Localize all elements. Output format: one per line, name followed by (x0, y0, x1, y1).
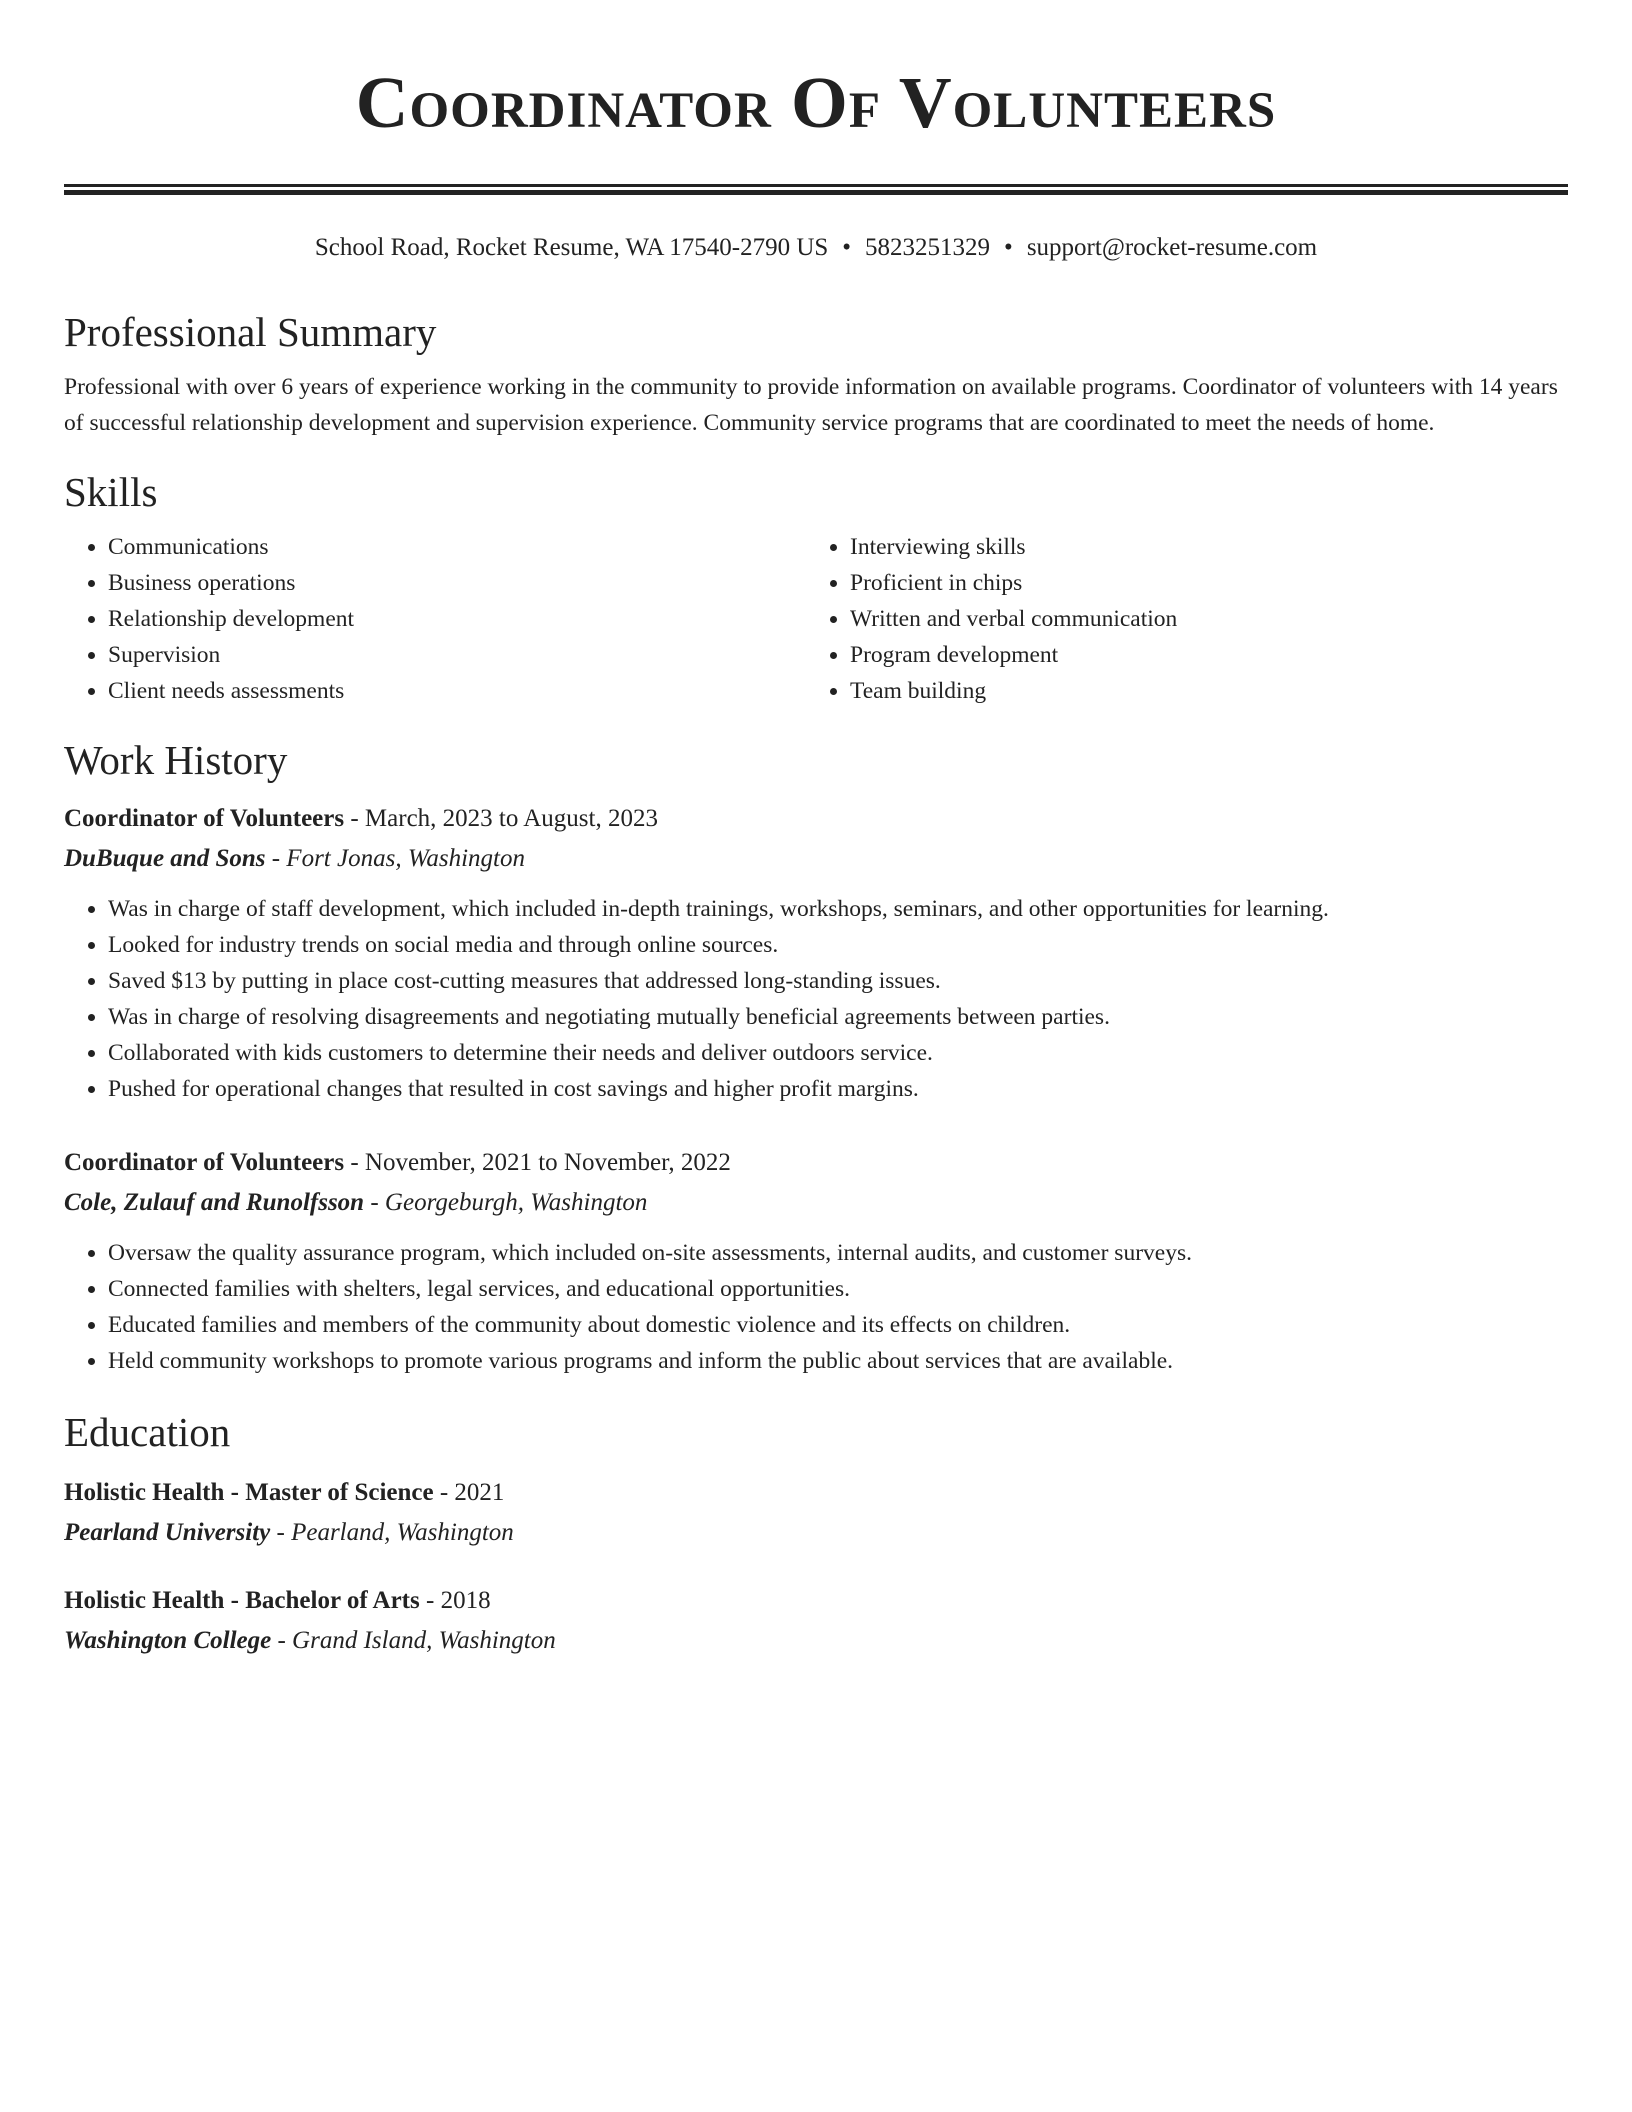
education-location: - Pearland, Washington (270, 1519, 514, 1546)
contact-address: School Road, Rocket Resume, WA 17540-2790 US (314, 234, 829, 261)
contact-separator-1: • (842, 234, 852, 261)
skill-item: • Team building (850, 673, 1548, 709)
job-title-line (64, 1143, 1568, 1183)
skill-item: • Communications (108, 529, 806, 565)
education-heading: Education (64, 1409, 231, 1455)
job-bullet: • Was in charge of resolving disagreements and negotiating mutually beneficial agreements between parties. (108, 999, 1568, 1035)
job-location: - Fort Jonas, Washington (265, 845, 525, 872)
education-degree-line (64, 1581, 1568, 1621)
job-entry (64, 799, 1568, 1107)
education-school: Washington College (64, 1627, 272, 1654)
education-degree: Holistic Health - Master of Science (64, 1479, 434, 1506)
skills-section (64, 467, 1568, 709)
job-bullet: • Educated families and members of the community about domestic violence and its effects on children. (108, 1307, 1568, 1343)
skill-item: • Proficient in chips (850, 565, 1548, 601)
job-dates: - March, 2023 to August, 2023 (344, 805, 658, 832)
education-year: - 2018 (419, 1587, 491, 1614)
summary-heading: Professional Summary (64, 309, 437, 355)
job-company: Cole, Zulauf and Runolfsson (64, 1189, 365, 1216)
job-bullet: • Oversaw the quality assurance program, which included on-site assessments, internal audits, and customer surveys. (108, 1235, 1568, 1271)
education-year: - 2021 (433, 1479, 505, 1506)
header-double-rule (64, 184, 1568, 195)
skills-left-list (64, 529, 806, 709)
job-bullet: • Pushed for operational changes that resulted in cost savings and higher profit margins. (108, 1071, 1568, 1107)
skill-item: • Supervision (108, 637, 806, 673)
job-location: - Georgeburgh, Washington (364, 1189, 648, 1216)
job-company-line (64, 1183, 1568, 1223)
contact-line (64, 231, 1568, 265)
contact-separator-2: • (1004, 234, 1013, 261)
skill-item: • Client needs assessments (108, 673, 806, 709)
job-entry (64, 1143, 1568, 1379)
job-bullet: • Was in charge of staff development, which included in-depth trainings, workshops, seminars, and other opportunities for learning. (108, 891, 1568, 927)
job-title: Coordinator of Volunteers (64, 805, 345, 832)
contact-email[interactable]: support@rocket-resume.com (1026, 234, 1318, 261)
skills-columns (64, 529, 1568, 709)
education-degree: Holistic Health - Bachelor of Arts (64, 1587, 420, 1614)
job-dates: - November, 2021 to November, 2022 (344, 1149, 731, 1176)
education-school-line (64, 1621, 1568, 1661)
skill-item: • Interviewing skills (850, 529, 1548, 565)
job-bullet: • Connected families with shelters, legal services, and educational opportunities. (108, 1271, 1568, 1307)
job-title-line (64, 799, 1568, 839)
education-entry (64, 1473, 1568, 1553)
skill-item: • Program development (850, 637, 1548, 673)
job-bullet: • Collaborated with kids customers to determine their needs and deliver outdoors service. (108, 1035, 1568, 1071)
skill-item: • Written and verbal communication (850, 601, 1548, 637)
job-company: DuBuque and Sons (64, 845, 266, 872)
summary-text: Professional with over 6 years of experience working in the community to provide information on available programs. Coordinator of volunteers with 14 years of successful relationship development and supervision experience. Community service programs that are coordinated to meet the needs of home. (64, 374, 1558, 436)
work-history-section (64, 735, 1568, 1379)
contact-phone: 5823251329 (865, 234, 991, 261)
job-company-line (64, 839, 1568, 879)
education-school: Pearland University (64, 1519, 271, 1546)
work-history-heading: Work History (64, 737, 288, 783)
skill-item: • Relationship development (108, 601, 806, 637)
skills-heading: Skills (64, 469, 158, 515)
job-title: Coordinator of Volunteers (64, 1149, 345, 1176)
resume-title: Coordinator Of Volunteers (355, 62, 1277, 143)
job-bullet-list (64, 891, 1568, 1107)
education-degree-line (64, 1473, 1568, 1513)
education-section (64, 1407, 1568, 1661)
job-bullet: • Saved $13 by putting in place cost-cutting measures that addressed long-standing issues. (108, 963, 1568, 999)
education-school-line (64, 1513, 1568, 1553)
job-bullet: • Looked for industry trends on social media and through online sources. (108, 927, 1568, 963)
job-bullet: • Held community workshops to promote various programs and inform the public about services that are available. (108, 1343, 1568, 1379)
skill-item: • Business operations (108, 565, 806, 601)
skills-right-list (806, 529, 1548, 709)
job-bullet-list (64, 1235, 1568, 1379)
education-location: - Grand Island, Washington (271, 1627, 556, 1654)
summary-section (64, 307, 1568, 441)
education-entry (64, 1581, 1568, 1661)
